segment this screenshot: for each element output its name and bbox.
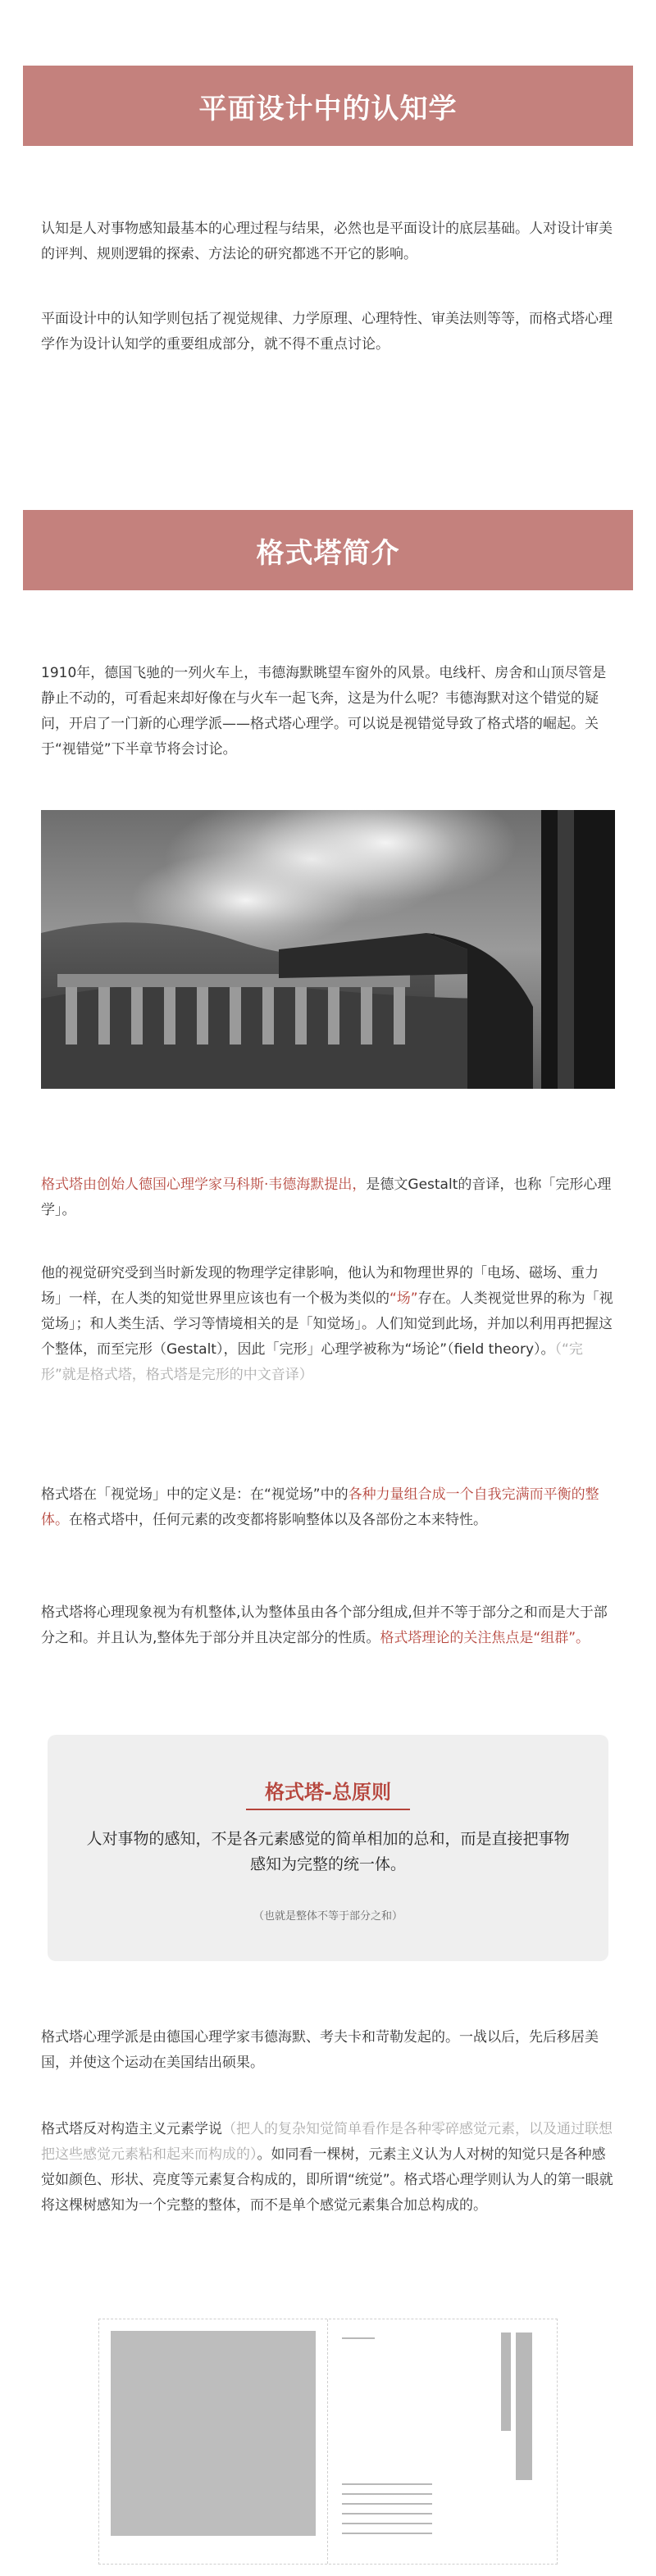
field-text-a: 他的视觉研究受到当时新发现的物理学定律影响，他认为和物理世界的「电场、磁场、重力场」一样，在人类的知觉世界里应该也有一个极为类似的 <box>41 1265 599 1307</box>
structuralism-text-b: 。如同看一棵树，元素主义认为人对树的知觉只是各种感觉如颜色、形状、亮度等元素复合构成的，即所谓“统觉”。格式塔心理学则认为人的第一眼就将这棵树感知为一个完整的整体，而不是单个感觉元素集合加总构成的。 <box>41 2146 613 2214</box>
paragraph-whole-vs-parts <box>41 1600 615 1651</box>
paragraph-gestalt-history: 格式塔心理学派是由德国心理学家韦德海默、考夫卡和苛勒发起的。一战以后，先后移居美国，并使这个运动在美国结出硕果。 <box>41 2029 599 2071</box>
section-title: 平面设计中的认知学 <box>198 92 458 125</box>
paragraph-cognition-intro: 认知是人对事物感知最基本的心理过程与结果，必然也是平面设计的底层基础。人对设计审美的评判、规则逻辑的探索、方法论的研究都逃不开它的影响。 <box>41 221 613 262</box>
whole-text: 格式塔将心理现象视为有机整体,认为整体虽由各个部分组成,但并不等于部分之和而是大于部分之和。并且认为,整体先于部分并且决定部分的性质。 <box>41 1604 608 1646</box>
principle-body: 人对事物的感知，不是各元素感觉的简单相加的总和，而是直接把事物感知为完整的统一体。 <box>86 1830 570 1873</box>
parts-line <box>342 2533 432 2534</box>
section-banner-gestalt <box>23 510 633 590</box>
parts-line <box>342 2483 432 2485</box>
parts-line <box>342 2337 375 2339</box>
structuralism-note: （把人的复杂知觉简单看作是各种零碎感觉元素，以及通过联想把这些感觉元素粘和起来而构成的） <box>41 2121 613 2163</box>
parts-line <box>342 2503 432 2505</box>
founder-highlight: 格式塔由创始人德国心理学家马科斯·韦德海默提出， <box>41 1176 367 1193</box>
paragraph-cognition-scope: 平面设计中的认知学则包括了视觉规律、力学原理、心理特性、审美法则等等，而格式塔心理学作为设计认知学的重要组成部分，就不得不重点讨论。 <box>41 311 613 353</box>
principle-title: 格式塔-总原则 <box>265 1781 391 1804</box>
paragraph-gestalt-founder <box>41 1172 615 1223</box>
parts-line <box>342 2513 432 2515</box>
paragraph-field-theory <box>41 1261 615 1388</box>
steam-train-photo <box>41 810 615 1089</box>
parts-line <box>342 2523 432 2524</box>
field-text-b: 存在。人类视觉世界的称为「视觉场」；和人类生活、学习等情境相关的是「知觉场」。人们知觉到此场，并加以利用再把握这个整体，而至完形（Gestalt），因此「完形」心理学被称为“场论”（field theory）。 <box>41 1290 613 1358</box>
field-note: （“完形”就是格式塔，格式塔是完形的中文音译） <box>41 1341 583 1383</box>
paragraph-visual-field-definition <box>41 1482 615 1533</box>
principle-note: （也就是整体不等于部分之和） <box>253 1910 403 1923</box>
founder-text: 是德文Gestalt的音译，也称「完形心理学」。 <box>41 1176 612 1218</box>
figure-divider <box>327 2319 328 2564</box>
definition-text-a: 格式塔在「视觉场」中的定义是：在“视觉场”中的 <box>41 1486 348 1503</box>
paragraph-structuralism <box>41 2117 615 2219</box>
whole-highlight: 格式塔理论的关注焦点是“组群”。 <box>380 1630 590 1646</box>
parts-bar <box>516 2333 532 2480</box>
gestalt-principle-card <box>48 1735 608 1961</box>
structuralism-text-a: 格式塔反对构造主义元素学说 <box>41 2121 222 2137</box>
principle-title-underline <box>246 1809 410 1810</box>
definition-highlight: 各种力量组合成一个自我完满而平衡的整体。 <box>41 1486 599 1528</box>
field-highlight: “场” <box>390 1290 418 1307</box>
paragraph-gestalt-origin-story: 1910年，德国飞驰的一列火车上，韦德海默眺望车窗外的风景。电线杆、房舍和山顶尽管是静止不动的，可看起来却好像在与火车一起飞奔，这是为什么呢？韦德海默对这个错觉的疑问，开启了一门新的心理学派——格式塔心理学。可以说是视错觉导致了格式塔的崛起。关于“视错觉”下半章节将会讨论。 <box>41 665 607 758</box>
whole-vs-parts-illustration <box>98 2319 558 2565</box>
section-title: 格式塔简介 <box>256 536 400 570</box>
whole-block-shape <box>111 2331 316 2536</box>
parts-line <box>342 2493 432 2495</box>
section-banner-cognition <box>23 66 633 146</box>
definition-text-b: 在格式塔中，任何元素的改变都将影响整体以及各部份之本来特性。 <box>69 1512 487 1528</box>
parts-bar <box>501 2333 511 2431</box>
